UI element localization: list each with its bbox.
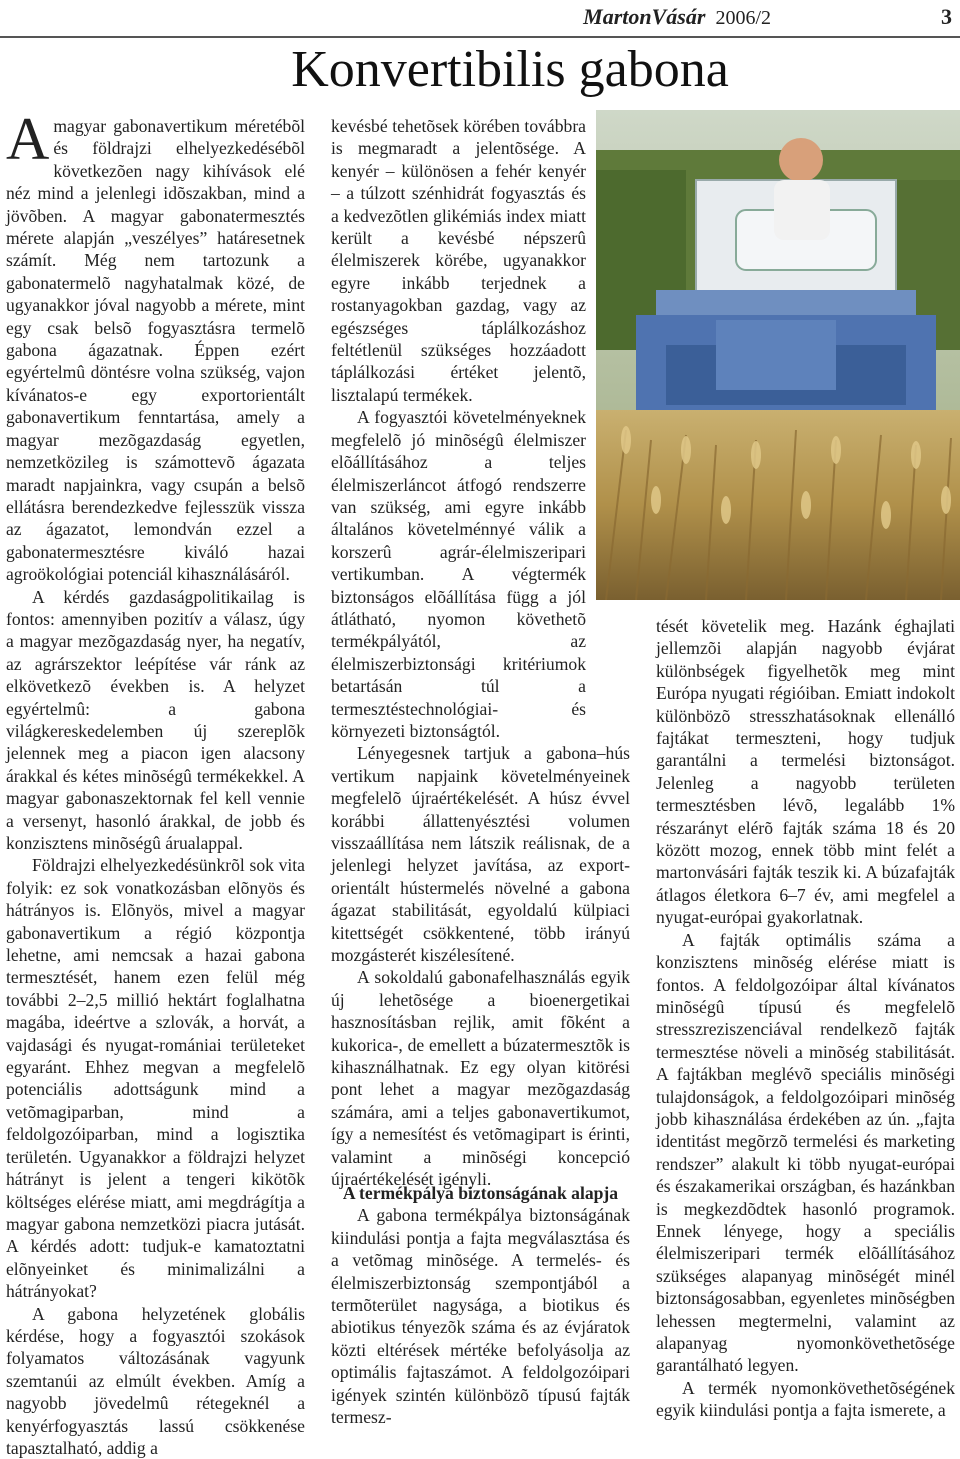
paragraph: A fajták optimális száma a konzisztens minõség elérése miatt is fontos. A feldolgozóipar által kívánatos minõségû típusú és megfelelõ stresszreziszenciával rendelkezõ fajták termesztése növeli a minõség stabilitását. A fajtákban meglévõ speciális minõségi tulajdonságok, a feldolgozóipari minõség jobb kihasználása érdekében az ún. „fajta identitást megõrzõ termelési és marketing rendszer” alakult ki több nyugat-európai és északamerikai országban, és hazánkban is megkezdõdtek hasonló programok. Ennek lényege, hogy a speciális élelmiszeripari termék elõállításához szükséges alapanyag minõségét minél biztonságosabban, egyenletes minõségben lehessen megtermelni, valamint az alapanyag nyomonkövethetõsége garantálható legyen. (656, 929, 955, 1376)
page-header (583, 4, 952, 34)
column-3 (656, 615, 955, 1422)
issue-year: 2006/2 (715, 7, 771, 29)
page-number: 3 (941, 4, 952, 29)
publication-name: MartonVásár (583, 4, 706, 29)
harvester-photo (596, 110, 960, 600)
paragraph: A gabona termékpálya biztonságának kiindulási pontja a fajta megválasztása és a vetõmag minõsége. A termelés- és élelmiszerbiztonság szempontjából a termõterület nagysága, a biotikus és abiotikus tényezõk száma és az évjáratok közti eltérések mértéke befolyásolja az optimális fajtaszámot. A feldolgozóipari igények szintén különbözõ típusú fajták termesz- (331, 1205, 630, 1428)
paragraph-text: magyar gabonavertikum méretébõl és földrajzi elhelyezkedésébõl következõen nagy kihívások elé néz mind a jelenlegi idõszakban, mind a jövõben. A magyar gabonatermesztés mérete alapján „veszélyes” határesetnek számít. Még nem tartozunk a gabonatermelõ nagyhatalmak közé, de ugyanakkor jóval nagyobb a mérete, mint egy csak belsõ fogyasztásra termelõ gabona ágazatnak. Éppen ezért egyértelmû döntésre volna szükség, vajon kívánatos-e egy exportorientált gabonavertikum fenntartása, amely a magyar mezõgazdaság egyetlen, nemzetközileg is számottevõ ágazata maradt napjainkra, vagy csupán a belsõ ellátásra berendezkedve fejlesszük vissza az ágazatot, lemondván ezzel a gabonatermesztésre kiváló hazai agroökológiai potenciál kihasználásáról. (6, 116, 305, 585)
article-title: Konvertibilis gabona (291, 41, 729, 98)
paragraph: A termék nyomonkövethetõségének egyik kiindulási pontja a fajta ismerete, a (656, 1377, 955, 1421)
section-heading: A termékpálya biztonságának alapja (342, 1183, 619, 1203)
paragraph: A gabona helyzetének globális kérdése, hogy a fogyasztói szokások folyamatos változásának vagyunk szemtanúi az elmúlt években. Amíg a nagyobb jövedelmû rétegeknél a kenyérfogyasztás lassú csökkenése tapasztalható, addig a (6, 1303, 305, 1458)
drop-cap: A (6, 106, 50, 172)
paragraph: kevésbé tehetõsek körében továbbra is megmaradt a jelentõsége. A kenyér – különösen a fehér kenyér – a túlzott szénhidrát fogyasztás és a kedvezõtlen glikémiás index miatt került a kevésbé népszerû élelmiszerek körébe, ugyanakkor egyre inkább terjednek a rostanyagokban gazdag, vagy az egészséges táplálkozáshoz feltétlenül szükséges hozzáadott táplálkozási értéket jelentõ, lisztalapú termékek. (331, 116, 586, 405)
column-1 (6, 106, 305, 1459)
harvester-illustration (596, 110, 960, 600)
paragraph: Földrajzi elhelyezkedésünkrõl sok vita folyik: ez sok vonatkozásban elõnyös és hátrányos is. Elõnyös, mivel a magyar gabonavertikum a régió központja lehetne, ami nemcsak a hazai gabona termesztését, hanem ezen felül még további 2–2,5 millió hektárt foglalhatna magába, ideértve a szlovák, a horvát, a vajdasági és nyugat-romániai területeket egyaránt. Ehhez megvan a megfelelõ potenciális adottságunk mind a vetõmagiparban, mind a feldolgozóiparban, mind a logisztika területén. Ugyanakkor a földrajzi helyzet hátrányt is jelent a tengeri kikötõk költséges elérése miatt, ami megdrágítja a magyar gabona nemzetközi piacra jutását. A kérdés adott: tudjuk-e kamatoztatni elõnyeinket és minimalizálni a hátrányokat? (6, 855, 305, 1302)
paragraph: tését követelik meg. Hazánk éghajlati jellemzõi alapján nagyobb évjárat különbségek figyelhetõk meg mint Európa nyugati régióiban. Emiatt indokolt különbözõ stresszhatásoknak ellenálló fajtákat termeszteni, hogy tudjuk garantálni a termelési biztonságot. Jelenleg a nagyobb területen termesztésben lévõ, legalább 1% részarányt elérõ fajták száma 18 és 20 között mozog, ennek több mint felét a martonvásári fajták teszik ki. A búzafajták átlagos életkora 6–7 év, ami megfelel a nyugat-európai gyakorlatnak. (656, 616, 955, 928)
paragraph: A sokoldalú gabonafelhasználás egyik új lehetõsége a bioenergetikai hasznosításban rejlik, amit fõként a kukorica-, de emellett a búzatermesztõk is kihasználhatnak. Ez egy olyan kitörési pont lehet a magyar mezõgazdaság számára, ami a teljes gabonavertikumot, így a nemesítést és vetõmagipart is érinti, valamint a minõségi koncepció újraértékelését igényli. (331, 967, 630, 1190)
paragraph: Lényegesnek tartjuk a gabona–hús vertikum napjaink követelményeinek megfelelõ újraértékelését. A húsz évvel korábbi állattenyésztési volumen visszaállítása nem látszik reálisnak, de a jelenlegi helyzet javítása, az export-orientált hústermelés növelné a gabona ágazat stabilitását, egyoldalú külpiaci kitettségét csökkentené, több irányú mozgásterét kiszélesítené. (331, 743, 630, 966)
paragraph: A fogyasztói követelményeknek megfelelõ jó minõségû élelmiszer elõállításához a teljes élelmiszerláncot átfogó rendszerre van szükség, ami egyre inkább általános követelménnyé válik a korszerû agrár-élelmiszeripari vertikumban. A végtermék biztonságos elõállítása függ a jól átlátható, nyomon követhetõ termékpályától, az élelmiszerbiztonsági kritériumok betartásán túl a termesztéstechnológiai- és környezeti biztonságtól. (331, 407, 586, 741)
column-2-section (331, 1182, 630, 1428)
paragraph: A kérdés gazdaságpolitikailag is fontos: amennyiben pozitív a válasz, úgy a magyar mezõgazdaság nyer, ha negatív, az agrárszektor leépítése vár ránk az elkövetkezõ években is. A helyzet egyértelmû: a gabona világkereskedelemben új szereplõk jelennek meg a piacon igen alacsony árakkal és kétes minõségû termékekkel. A magyar gabonaszektornak fel kell vennie a versenyt, hasonló árakkal, de jobb és konzisztens minõségû árualappal. (6, 586, 305, 853)
paragraph (6, 106, 305, 586)
column-2 (331, 115, 630, 1191)
